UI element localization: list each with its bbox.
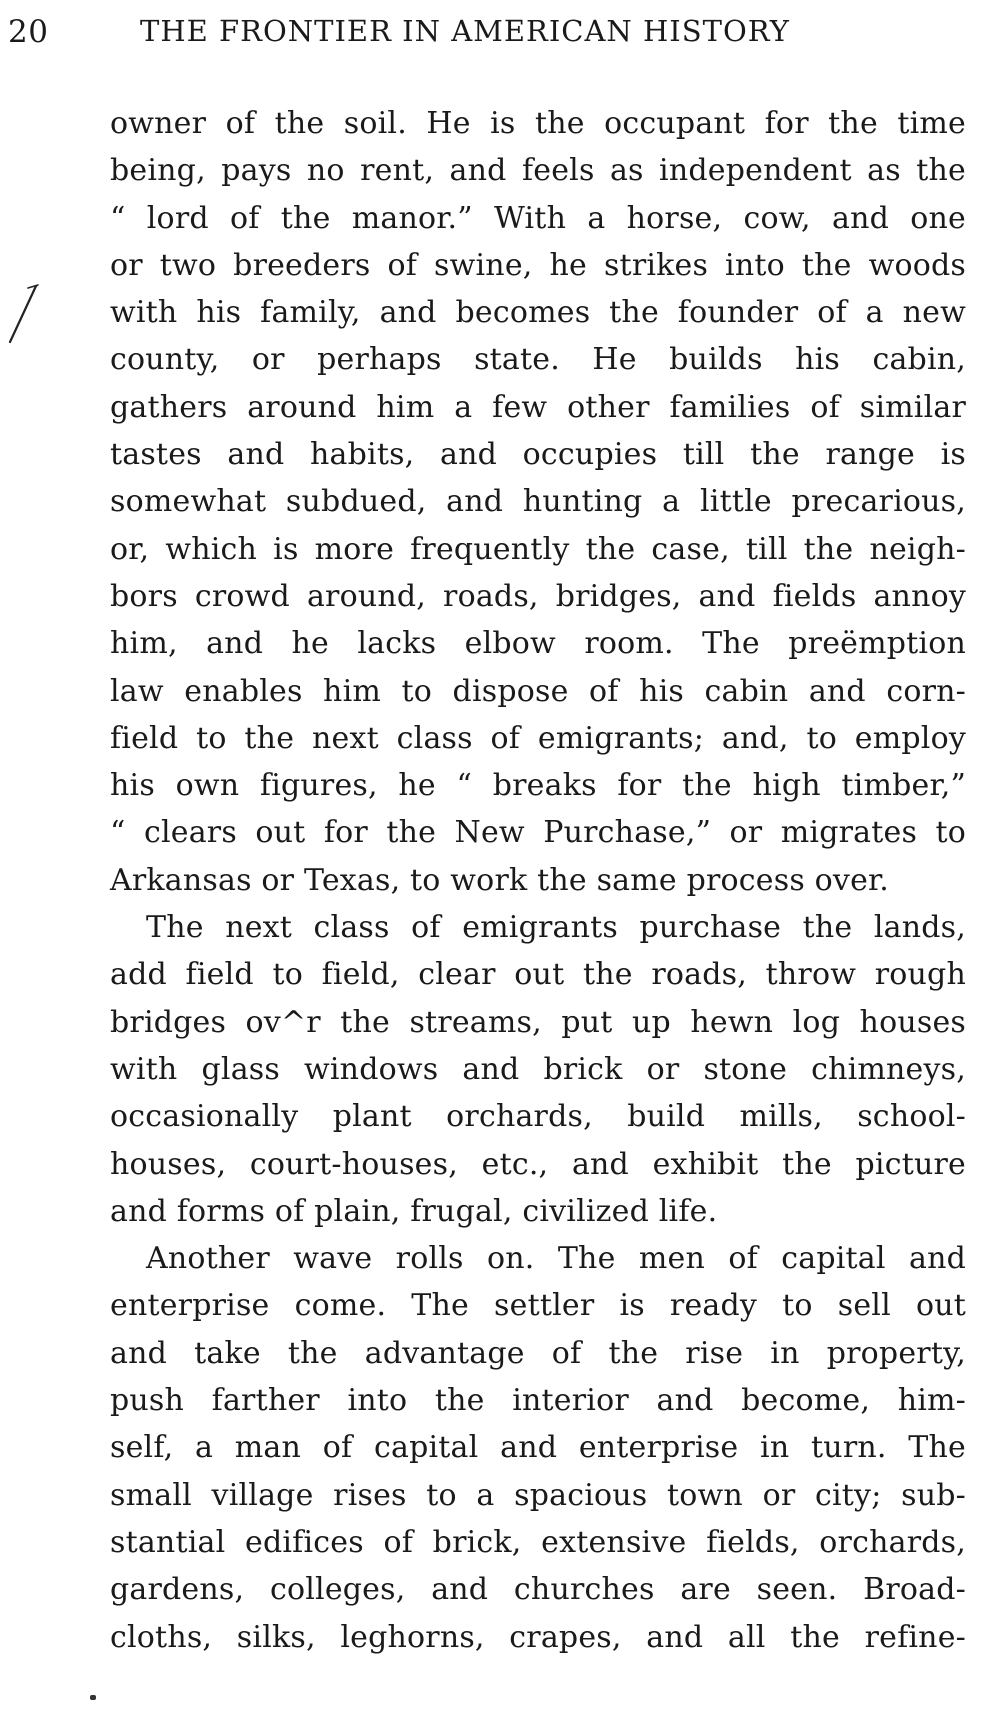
- text-line: him, and he lacks elbow room. The preëmption: [110, 626, 966, 662]
- text-line: being, pays no rent, and feels as independent as the: [110, 153, 966, 189]
- text-line: cloths, silks, leghorns, crapes, and all the refine-: [110, 1619, 966, 1655]
- text-line: or, which is more frequently the case, till the neigh-: [110, 531, 966, 567]
- text-line: gathers around him a few other families of similar: [110, 389, 966, 425]
- text-line: houses, court-houses, etc., and exhibit the picture: [110, 1146, 966, 1182]
- text-line: occasionally plant orchards, build mills, school-: [110, 1099, 966, 1135]
- text-line: stantial edifices of brick, extensive fields, orchards,: [110, 1524, 966, 1560]
- text-line: add field to field, clear out the roads, throw rough: [110, 957, 966, 993]
- text-line: tastes and habits, and occupies till the range is: [110, 437, 966, 473]
- text-line: with his family, and becomes the founder of a new: [110, 295, 966, 331]
- text-line: self, a man of capital and enterprise in turn. The: [110, 1430, 966, 1466]
- text-line: his own figures, he “ breaks for the high timber,”: [110, 768, 966, 804]
- text-line: field to the next class of emigrants; and, to employ: [110, 720, 966, 756]
- text-line: somewhat subdued, and hunting a little precarious,: [110, 484, 966, 520]
- text-line: owner of the soil. He is the occupant for the time: [110, 106, 966, 141]
- text-line: and forms of plain, frugal, civilized life.: [110, 1193, 718, 1229]
- page-number: 20: [8, 14, 49, 50]
- text-line: with glass windows and brick or stone chimneys,: [110, 1051, 966, 1087]
- text-line: law enables him to dispose of his cabin and corn-: [110, 673, 966, 709]
- text-line: bridges ov^r the streams, put up hewn log houses: [110, 1004, 966, 1040]
- margin-pencil-mark: [2, 280, 42, 350]
- text-line: “ clears out for the New Purchase,” or migrates to: [110, 815, 966, 851]
- text-line: Arkansas or Texas, to work the same process over.: [110, 862, 890, 898]
- bottom-ink-speck: [90, 1695, 96, 1700]
- text-line: county, or perhaps state. He builds his cabin,: [110, 342, 966, 378]
- text-line: gardens, colleges, and churches are seen. Broad-: [110, 1572, 966, 1608]
- running-head: THE FRONTIER IN AMERICAN HISTORY: [140, 14, 790, 48]
- text-line: enterprise come. The settler is ready to sell out: [110, 1288, 966, 1324]
- text-line: or two breeders of swine, he strikes into the woods: [110, 247, 966, 283]
- text-line: “ lord of the manor.” With a horse, cow, and one: [110, 200, 966, 236]
- body-text: [110, 100, 966, 1661]
- text-line: small village rises to a spacious town or city; sub-: [110, 1477, 966, 1513]
- paragraph-first-line: Another wave rolls on. The men of capital and: [146, 1241, 966, 1277]
- text-line: and take the advantage of the rise in property,: [110, 1335, 966, 1371]
- text-line: push farther into the interior and become, him-: [110, 1383, 966, 1419]
- paragraph-first-line: The next class of emigrants purchase the lands,: [146, 910, 966, 946]
- text-line: bors crowd around, roads, bridges, and fields annoy: [110, 578, 966, 614]
